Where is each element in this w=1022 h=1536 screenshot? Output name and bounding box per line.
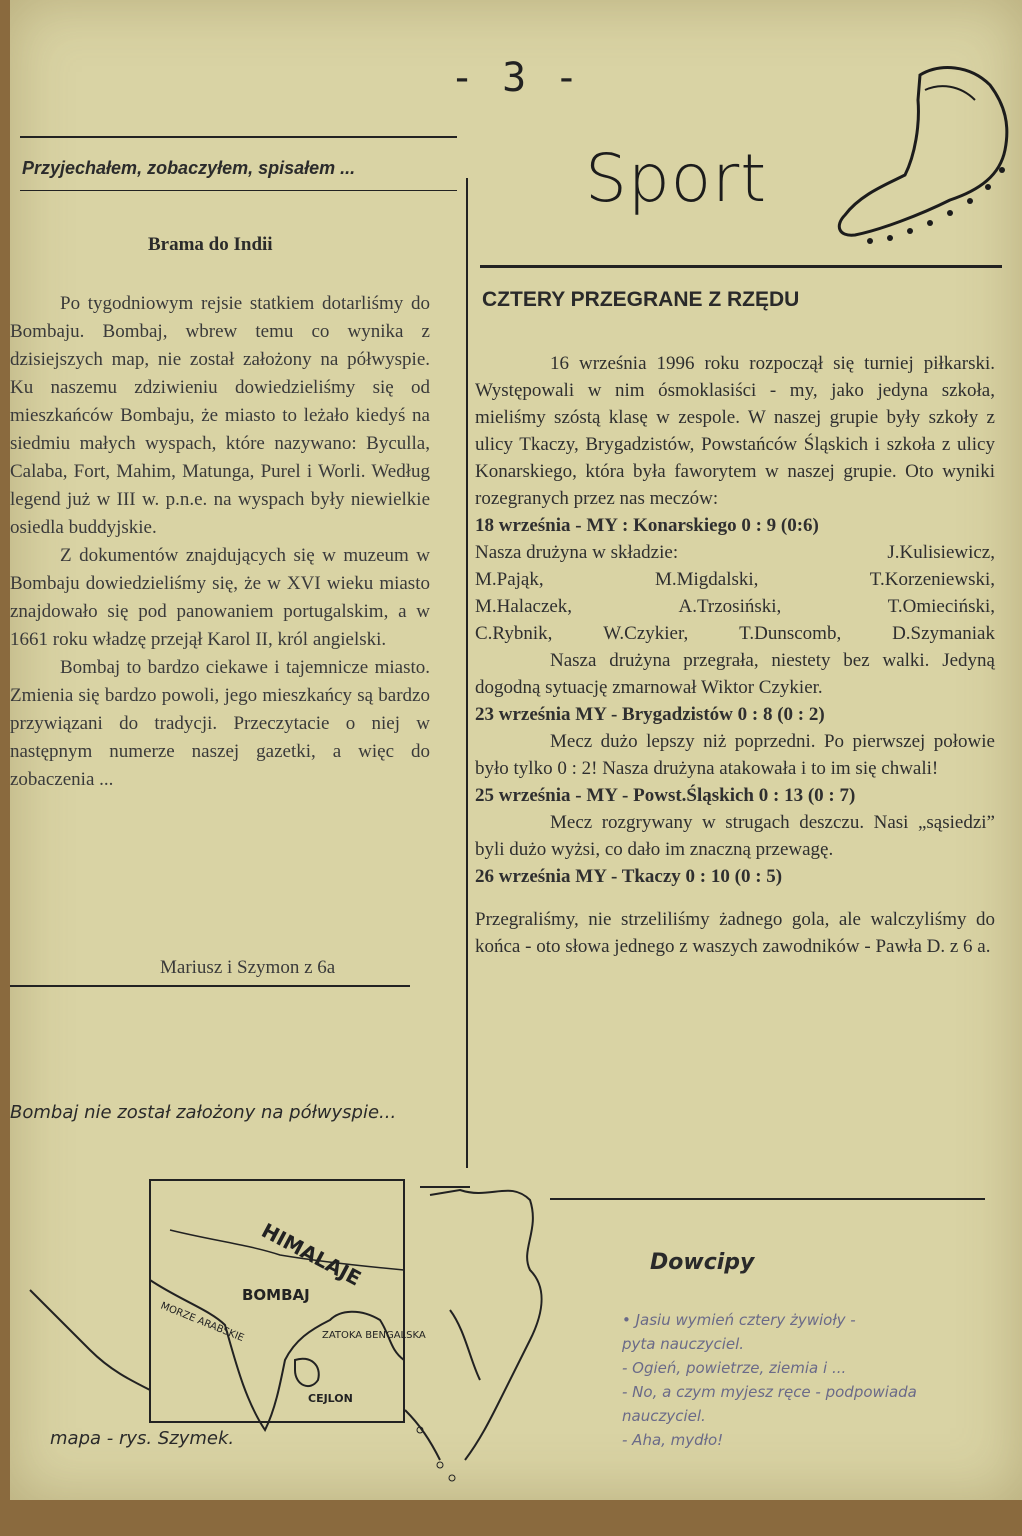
match-1-lineup [475,539,995,566]
match-1-header: 18 września - MY : Konarskiego 0 : 9 (0:6) [475,515,819,536]
match-1-lineup-row [475,566,995,593]
joke-line: - Aha, mydło! [622,1431,724,1449]
sport-article-body [475,350,995,960]
sport-headline: CZTERY PRZEGRANE Z RZĘDU [482,288,800,311]
column-divider [466,178,468,1168]
newspaper-page [10,0,1022,1500]
small-rule [420,1186,470,1188]
player-name: D.Szymaniak [892,623,995,644]
left-paragraph: Z dokumentów znajdujących się w muzeum w Bombaju dowiedzieliśmy się, że w XVI wieku miasto znajdowało się pod panowaniem portugalskim, a w 1661 roku władzę przejął Karol II, król angielski. [10,545,430,650]
island-dot [437,1462,443,1468]
sport-closing: Przegraliśmy, nie strzeliliśmy żadnego gola, ale walczyliśmy do końca - oto słowa jednego z waszych zawodników - Pawła D. z 6 a. [475,909,995,957]
joke-line: - No, a czym myjesz ręce - podpowiada [622,1383,917,1401]
ceylon-island [295,1359,319,1386]
western-coast [30,1290,150,1390]
left-heading-rule [20,190,457,191]
left-bottom-rule [10,985,410,987]
player-name: T.Korzeniewski, [869,569,995,590]
player-name: M.Migdalski, [654,569,759,590]
player-name: A.Trzosiński, [678,596,782,617]
player-name: M.Pająk, [475,569,544,590]
sport-heading-rule [480,265,1002,268]
sport-intro: 16 września 1996 roku rozpoczął się turniej piłkarski. Występowali w nim ósmoklasiści - my, jako jedyna szkoła, mieliśmy szóstą klasę w zespole. W naszej grupie były szkoły z ulicy Tkaczy, Brygadzistów, Powstańców Śląskich i szkoła z ulicy Konarskiego, która była faworytem w naszej grupie. Oto wyniki rozegranych przez nas meczów: [475,353,995,509]
player-name: C.Rybnik, [475,623,553,644]
jokes-text [622,1308,1012,1452]
left-paragraph: Bombaj to bardzo ciekawe i tajemnicze miasto. Zmienia się bardzo powoli, jego mieszkańcy są bardzo przywiązani do tradycji. Przeczytacie o niej w następnym numerze naszej gazetki, a więc do zobaczenia ... [10,657,430,790]
match-1-text: Nasza drużyna przegrała, niestety bez walki. Jedyną dogodną sytuację zmarnował Wiktor Czykier. [475,650,995,698]
map-label-bombaj: BOMBAJ [242,1286,310,1304]
match-1-lineup-row [475,620,995,647]
match-2-header: 23 września MY - Brygadzistów 0 : 8 (0 : 2) [475,704,825,725]
match-4-header: 26 września MY - Tkaczy 0 : 10 (0 : 5) [475,866,783,887]
left-top-rule [20,136,457,138]
map-note: Bombaj nie został założony na półwyspie... [10,1102,397,1123]
map-credit: mapa - rys. Szymek. [50,1428,235,1449]
jokes-top-rule [550,1198,985,1200]
map-label-himalaje: HIMALAJE [257,1218,366,1291]
sport-section-title: Sport [585,140,768,217]
football-boot-icon [830,55,1020,255]
joke-line: - Ogień, powietrze, ziemia i ... [622,1359,847,1377]
player-name: J.Kulisiewicz, [887,542,995,563]
player-name: T.Dunscomb, [739,623,842,644]
left-column-heading: Przyjechałem, zobaczyłem, spisałem ... [22,158,356,178]
sumatra-coast [405,1410,440,1460]
left-paragraph: Po tygodniowym rejsie statkiem dotarliśmy do Bombaju. Bombaj, wbrew temu co wynika z dzisiejszych map, nie został założony na półwyspie. Ku naszemu zdziwieniu dowiedzieliśmy się od mieszkańców Bombaju, że miasto to leżało kiedyś na siedmiu małych wyspach, które nazywano: Byculla, Calaba, Fort, Mahim, Matunga, Purel i Worli. Według legend już w III w. p.n.e. na wyspach były niewielkie osiedla buddyjskie. [10,293,430,538]
player-name: M.Halaczek, [475,596,573,617]
article-title: Brama do Indii [148,234,273,255]
player-name: T.Omieciński, [887,596,995,617]
jokes-title: Dowcipy [650,1250,755,1275]
match-3-text: Mecz rozgrywany w strugach deszczu. Nasi „sąsiedzi” byli dużo wyżsi, co dało im znaczną przewagę. [475,812,995,860]
southeast-asia-coast [430,1190,542,1460]
joke-line: pyta nauczyciel. [622,1335,745,1353]
left-signature: Mariusz i Szymon z 6a [160,957,336,978]
island-dot [449,1475,455,1481]
page-number: - 3 - [450,55,581,101]
match-2-text: Mecz dużo lepszy niż poprzedni. Po pierwszej połowie było tylko 0 : 2! Nasza drużyna atakowała i to im się chwali! [475,731,995,779]
left-article-body [10,290,430,794]
match-1-lineup-row [475,593,995,620]
player-name: W.Czykier, [603,623,689,644]
lineup-intro: Nasza drużyna w składzie: [475,542,679,563]
map-label-zatoka: ZATOKA BENGALSKA [322,1330,426,1341]
joke-line: • Jasiu wymień cztery żywioły - [622,1311,856,1329]
map-label-morze: MORZE ARABSKIE [158,1300,246,1345]
joke-line: nauczyciel. [622,1407,706,1425]
peninsula-coast [450,1310,480,1380]
match-3-header: 25 września - MY - Powst.Śląskich 0 : 13 (0 : 7) [475,785,856,806]
map-label-cejlon: CEJLON [308,1392,353,1405]
